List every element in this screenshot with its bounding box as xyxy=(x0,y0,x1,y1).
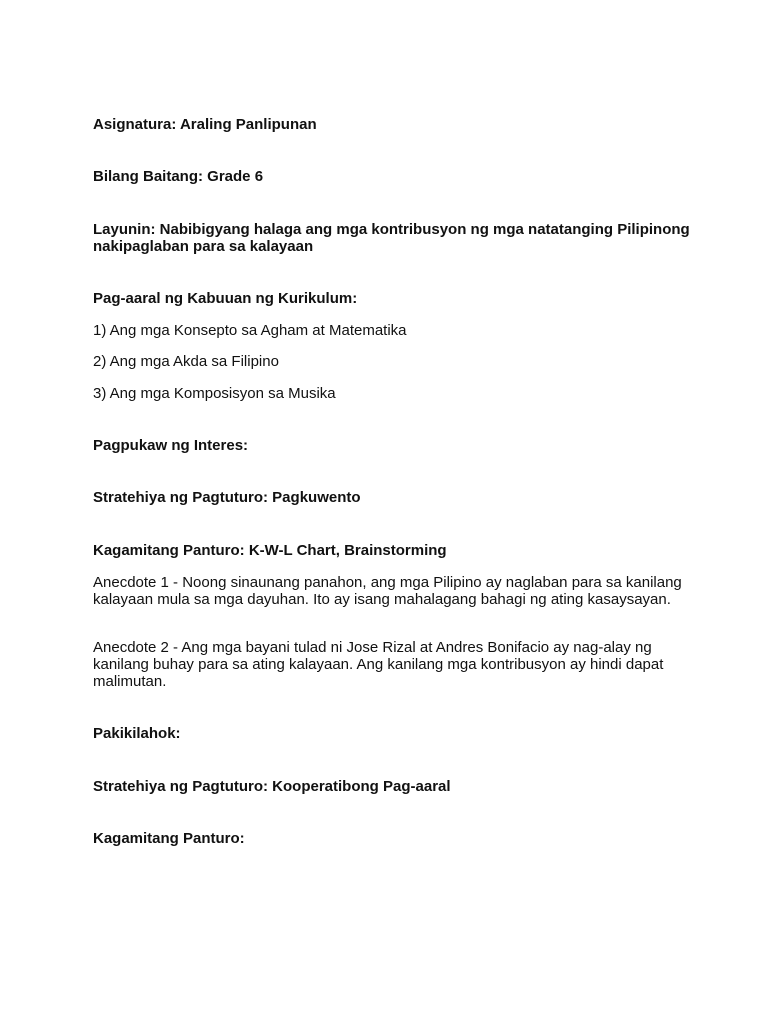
participation-heading: Pakikilahok: xyxy=(93,725,181,742)
curriculum-item-2: 2) Ang mga Akda sa Filipino xyxy=(93,353,279,370)
curriculum-heading: Pag-aaral ng Kabuuan ng Kurikulum: xyxy=(93,290,358,307)
subject-heading: Asignatura: Araling Panlipunan xyxy=(93,116,317,133)
strategy-heading-1: Stratehiya ng Pagtuturo: Pagkuwento xyxy=(93,489,361,506)
curriculum-item-1: 1) Ang mga Konsepto sa Agham at Matematika xyxy=(93,322,407,339)
curriculum-item-3: 3) Ang mga Komposisyon sa Musika xyxy=(93,385,336,402)
grade-heading: Bilang Baitang: Grade 6 xyxy=(93,168,264,185)
materials-heading-2: Kagamitang Panturo: xyxy=(93,830,245,847)
materials-heading-1: Kagamitang Panturo: K-W-L Chart, Brainstorming xyxy=(93,542,447,559)
anecdote-2-paragraph: Anecdote 2 - Ang mga bayani tulad ni Jose Rizal at Andres Bonifacio ay nag-alay ng kanilang buhay para sa ating kalayaan. Ang kanilang mga kontribusyon ay hindi dapat malimutan. xyxy=(93,639,664,690)
anecdote-1-paragraph: Anecdote 1 - Noong sinaunang panahon, ang mga Pilipino ay naglaban para sa kanilang kalayaan mula sa mga dayuhan. Ito ay isang mahalagang bahagi ng ating kasaysayan. xyxy=(93,574,682,608)
strategy-heading-2: Stratehiya ng Pagtuturo: Kooperatibong Pag-aaral xyxy=(93,778,451,795)
objective-heading: Layunin: Nabibigyang halaga ang mga kontribusyon ng mga natatanging Pilipinong nakipaglaban para sa kalayaan xyxy=(93,221,690,255)
interest-heading: Pagpukaw ng Interes: xyxy=(93,437,249,454)
